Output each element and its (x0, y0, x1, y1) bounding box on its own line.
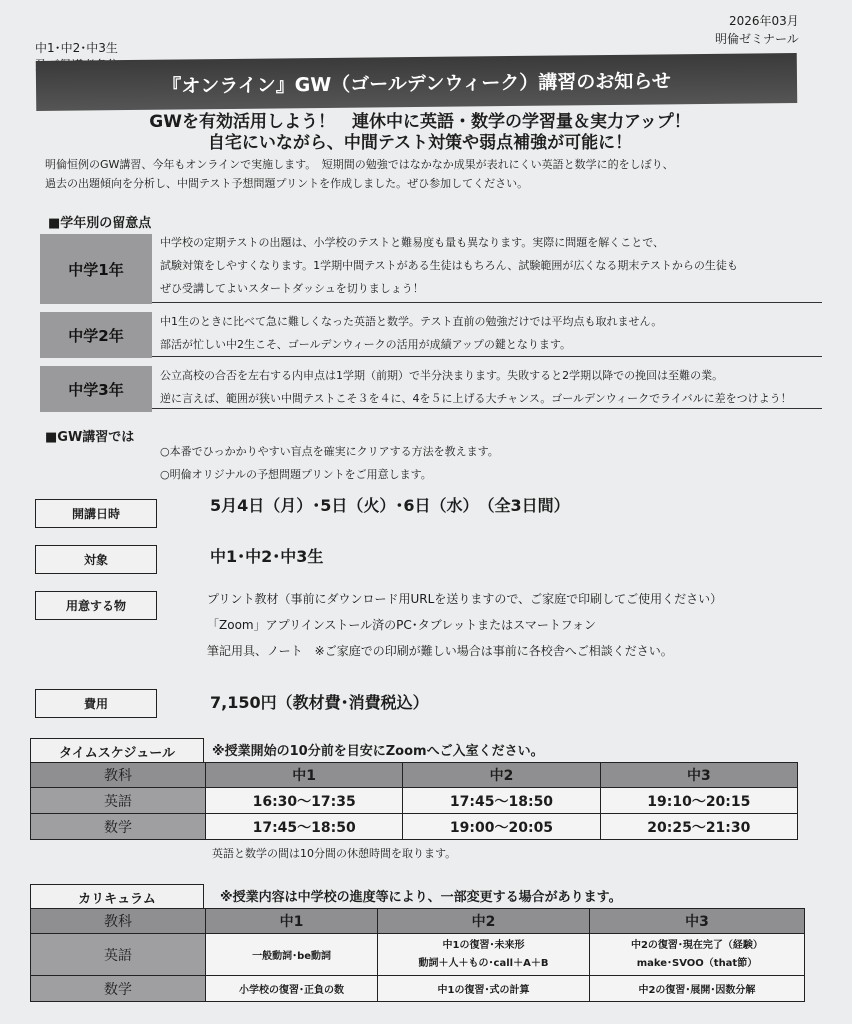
target-value: 中1･中2･中3生 (210, 547, 324, 566)
grade-3-label: 中学3年 (40, 366, 152, 412)
fee-value: 7,150円（教材費･消費税込） (210, 693, 429, 712)
dates-value: 5月4日（月）･5日（火）･6日（水） （全3日間） (210, 496, 570, 515)
column-header: 中3 (589, 909, 804, 934)
time-cell: 17:45～18:50 (206, 814, 403, 840)
item: プリント教材（事前にダウンロード用URLを送りますので、ご家庭で印刷してご使用ください） (207, 592, 723, 606)
grade-3-line: 逆に言えば、範囲が狭い中間テストこそ３を４に、4を５に上げる大チャンス。ゴールデンウィークでライバルに差をつけよう！ (160, 392, 792, 405)
gw-section-heading: ■GW講習では (45, 430, 135, 445)
organization-name: 明倫ゼミナール (715, 32, 799, 46)
target-label: 対象 (35, 545, 157, 574)
item: 「Zoom」アプリインストール済のPC･タブレットまたはスマートフォン (207, 618, 596, 632)
grade-1-line: ぜひ受講してよいスタートダッシュを切りましょう！ (160, 282, 424, 295)
intro-line-1: 明倫恒例のGW講習、今年もオンラインで実施します。 短期間の勉強ではなかなか成果が表れにくい英語と数学に的をしぼり、 (45, 158, 674, 171)
subject-cell: 数学 (31, 814, 206, 840)
intro-line-2: 過去の出題傾向を分析し、中間テスト予想問題プリントを作成しました。ぜひ参加してください。 (45, 177, 529, 190)
curriculum-cell: 中2の復習･展開･因数分解 (589, 976, 804, 1002)
curriculum-cell: 一般動詞･be動詞 (206, 934, 378, 976)
headline-line-1: GWを有効活用しよう！ 連休中に英語・数学の学習量＆実力アップ！ (149, 112, 691, 132)
page-title: 『オンライン』GW（ゴールデンウィーク）講習のお知らせ (36, 53, 797, 111)
column-header: 中2 (403, 763, 600, 788)
gw-bullet: ○本番でひっかかりやすい盲点を確実にクリアする方法を教えます。 (160, 445, 499, 458)
gw-bullet: ○明倫オリジナルの予想問題プリントをご用意します。 (160, 468, 432, 481)
divider (152, 356, 822, 357)
grade-2-line: 中1生のときに比べて急に難しくなった英語と数学。テスト直前の勉強だけでは平均点も取れません。 (160, 315, 663, 328)
grade-1-label: 中学1年 (40, 234, 152, 304)
table-row (31, 934, 805, 976)
grade-3-text (160, 364, 820, 410)
column-header: 教科 (31, 763, 206, 788)
curriculum-cell: 中1の復習･式の計算 (378, 976, 590, 1002)
column-header: 教科 (31, 909, 206, 934)
items-list (207, 586, 722, 664)
audience-line-1: 中1･中2･中3生 (35, 41, 118, 55)
curriculum-cell (378, 934, 590, 976)
table-row (31, 788, 798, 814)
table-header-row (31, 909, 805, 934)
schedule-footnote: 英語と数学の間は10分間の休憩時間を取ります。 (212, 847, 457, 860)
column-header: 中1 (206, 909, 378, 934)
issue-date: 2026年03月 (728, 14, 799, 28)
grade-3-line: 公立高校の合否を左右する内申点は1学期（前期）で半分決まります。失敗すると2学期以降での挽回は至難の業。 (160, 369, 724, 382)
time-cell: 20:25～21:30 (600, 814, 797, 840)
item: 筆記用具、ノート ※ご家庭での印刷が難しい場合は事前に各校舎へご相談ください。 (207, 644, 673, 658)
curriculum-cell-line: 動詞＋人＋もの･call＋A＋B (418, 957, 549, 969)
grade-1-line: 中学校の定期テストの出題は、小学校のテストと難易度も量も異なります。実際に問題を解くことで、 (160, 236, 665, 249)
grade-2-text (160, 310, 820, 356)
column-header: 中1 (206, 763, 403, 788)
table-header-row (31, 763, 798, 788)
divider (152, 302, 822, 303)
intro-paragraph (45, 155, 805, 193)
schedule-table (30, 762, 798, 840)
headline-line-2: 自宅にいながら、中間テスト対策や弱点補強が可能に！ (207, 133, 633, 153)
fee-label: 費用 (35, 689, 157, 718)
curriculum-cell-line: 中2の復習･現在完了（経験） (630, 939, 763, 951)
curriculum-cell-line: 中1の復習･未来形 (442, 939, 525, 951)
gw-bullet-list (160, 440, 499, 486)
curriculum-note: ※授業内容は中学校の進度等により、一部変更する場合があります。 (220, 890, 622, 905)
subject-cell: 数学 (31, 976, 206, 1002)
divider (152, 408, 822, 409)
time-cell: 19:00～20:05 (403, 814, 600, 840)
schedule-label: タイムスケジュール (30, 738, 204, 764)
table-row (31, 976, 805, 1002)
curriculum-cell (589, 934, 804, 976)
grade-2-label: 中学2年 (40, 312, 152, 358)
curriculum-cell: 小学校の復習･正負の数 (206, 976, 378, 1002)
grade-1-line: 試験対策をしやすくなります。1学期中間テストがある生徒はもちろん、試験範囲が広くなる期末テストからの生徒も (160, 259, 738, 272)
issuer-block (715, 12, 799, 48)
dates-label: 開講日時 (35, 499, 157, 528)
headline (100, 112, 740, 154)
subject-cell: 英語 (31, 934, 206, 976)
time-cell: 16:30～17:35 (206, 788, 403, 814)
curriculum-table (30, 908, 805, 1002)
grade-2-line: 部活が忙しい中2生こそ、ゴールデンウィークの活用が成績アップの鍵となります。 (160, 338, 572, 351)
grade-section-heading: ■学年別の留意点 (48, 216, 152, 231)
column-header: 中3 (600, 763, 797, 788)
table-row (31, 814, 798, 840)
time-cell: 17:45～18:50 (403, 788, 600, 814)
curriculum-label: カリキュラム (30, 884, 204, 910)
column-header: 中2 (378, 909, 590, 934)
grade-1-text (160, 231, 820, 300)
time-cell: 19:10～20:15 (600, 788, 797, 814)
items-label: 用意する物 (35, 591, 157, 620)
subject-cell: 英語 (31, 788, 206, 814)
curriculum-cell-line: make･SVOO（that節） (636, 957, 758, 969)
schedule-note: ※授業開始の10分前を目安にZoomへご入室ください。 (212, 744, 544, 759)
